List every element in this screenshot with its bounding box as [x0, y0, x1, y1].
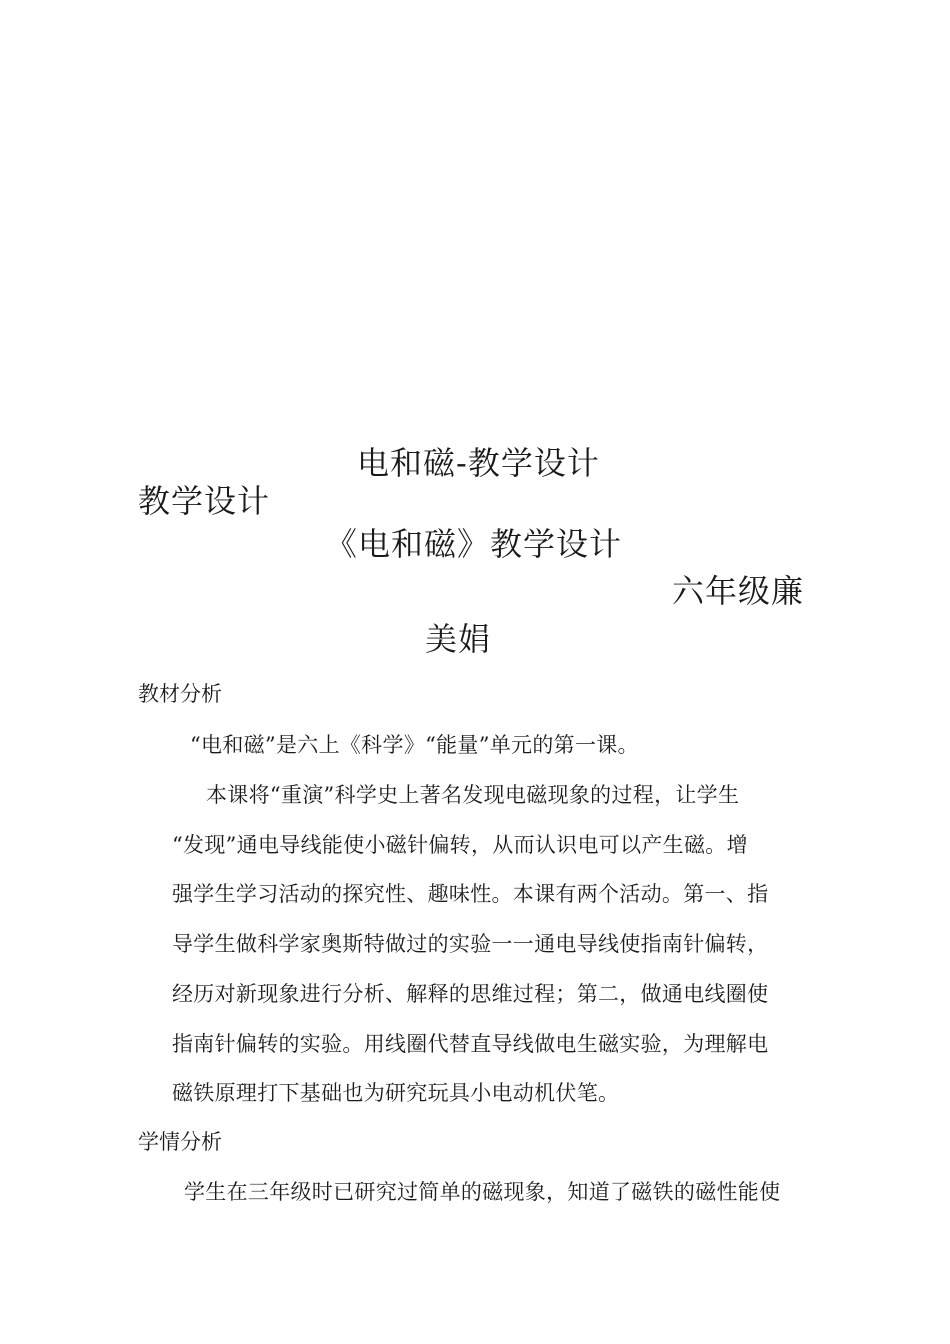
- author-line-2: 美娟: [425, 620, 492, 658]
- section-heading-textbook-analysis: 教材分析: [138, 682, 222, 706]
- textbook-analysis-paragraph-2-line: 经历对新现象进行分析、解释的思维过程；第二，做通电线圈使: [172, 982, 769, 1006]
- textbook-analysis-paragraph-2-line: 本课将“重演”科学史上著名发现电磁现象的过程，让学生: [206, 783, 740, 807]
- subtitle: 教学设计: [138, 482, 271, 520]
- textbook-analysis-paragraph-2-line: 强学生学习活动的探究性、趣味性。本课有两个活动。第一、指: [172, 882, 769, 906]
- student-analysis-paragraph-1-line: 学生在三年级时已研究过简单的磁现象，知道了磁铁的磁性能使: [184, 1180, 781, 1204]
- textbook-analysis-paragraph-2-line: “发现”通电导线能使小磁针偏转，从而认识电可以产生磁。增: [172, 833, 748, 857]
- textbook-analysis-paragraph-2-line: 指南针偏转的实验。用线圈代替直导线做电生磁实验，为理解电: [172, 1032, 769, 1056]
- section-heading-student-analysis: 学情分析: [138, 1130, 222, 1154]
- textbook-analysis-paragraph-2-line: 导学生做科学家奥斯特做过的实验一一通电导线使指南针偏转，: [172, 932, 769, 956]
- textbook-analysis-paragraph-2-line: 磁铁原理打下基础也为研究玩具小电动机伏笔。: [172, 1081, 620, 1105]
- main-title: 电和磁-教学设计: [357, 444, 600, 482]
- author-line-1: 六年级廉: [672, 572, 805, 610]
- book-title: 《电和磁》教学设计: [325, 525, 623, 563]
- textbook-analysis-paragraph-1: “电和磁”是六上《科学》“能量”单元的第一课。: [190, 733, 639, 757]
